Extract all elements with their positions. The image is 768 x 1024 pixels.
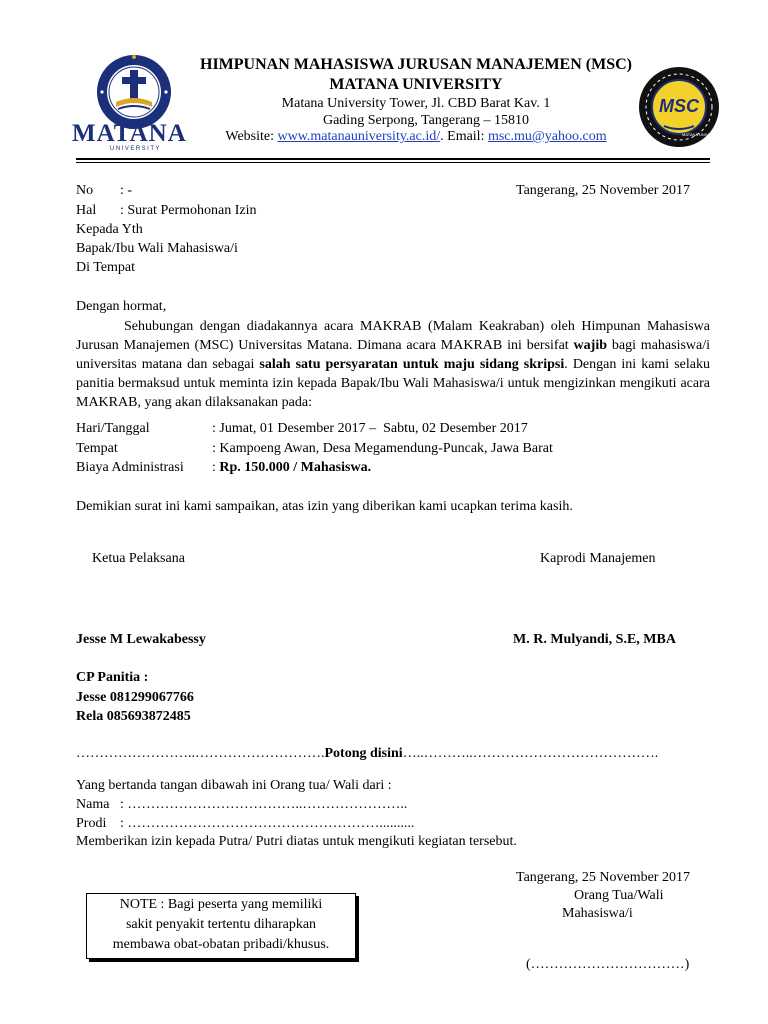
hal-label: Hal: [76, 203, 97, 218]
cut-dots-left: ……………………..……………………….: [76, 746, 325, 761]
website-label: Website:: [225, 129, 278, 144]
signature-role-right: Kaprodi Manajemen: [540, 551, 656, 566]
detail-value-date: : Jumat, 01 Desember 2017 – Sabtu, 02 Desember 2017: [212, 421, 528, 436]
cut-dots-right: …..………..………………………………….: [402, 746, 659, 761]
form-date: Tangerang, 25 November 2017: [516, 870, 690, 885]
note-line-2: sakit penyakit tertentu diharapkan: [125, 917, 317, 932]
address-line-1: Matana University Tower, Jl. CBD Barat Kav. 1: [281, 96, 551, 111]
form-prodi-label: Prodi: [76, 816, 107, 831]
detail-label-fee: Biaya Administrasi: [76, 460, 184, 475]
email-label: . Email:: [440, 129, 488, 144]
signature-name-left: Jesse M Lewakabessy: [76, 632, 206, 647]
form-sign-role-1: Orang Tua/Wali: [574, 888, 664, 903]
recipient-line-2: Bapak/Ibu Wali Mahasiswa/i: [76, 241, 238, 256]
detail-label-date: Hari/Tanggal: [76, 421, 150, 436]
logo-right-ring-text: MATANA UNIVERSITY: [682, 132, 723, 137]
main-paragraph: [76, 317, 710, 412]
signature-name-right: M. R. Mulyandi, S.E, MBA: [513, 632, 676, 647]
logo-right-text: MSC: [659, 96, 699, 116]
website-link[interactable]: www.matanauniversity.ac.id/: [277, 129, 441, 144]
logo-left-text: MATANA: [72, 120, 187, 147]
hal-value: : Surat Permohonan Izin: [120, 203, 257, 218]
paragraph-part-3: . Dengan ini kami selaku panitia bermaksud untuk meminta izin kepada Bapak/Ibu Wali Mahasiswa/i untuk mengizinkan mengikuti acara MAKRAB, yang akan dilaksanakan pada:: [76, 357, 711, 410]
paragraph-part-1: Sehubungan dengan diadakannya acara MAKRAB (Malam Keakraban) oleh Himpunan Mahasiswa Jurusan Manajemen (MSC) Universitas Matana. Dimana acara MAKRAB ini bersifat: [76, 319, 710, 353]
cut-label: Potong disini: [324, 746, 403, 761]
form-sign-line: (……………………………): [526, 957, 690, 972]
closing-sentence: Demikian surat ini kami sampaikan, atas izin yang diberikan kami ucapkan terima kasih.: [76, 499, 573, 514]
fee-prefix: :: [212, 460, 220, 475]
contact-line: [166, 129, 666, 145]
form-intro: Yang bertanda tangan dibawah ini Orang tua/ Wali dari :: [76, 778, 392, 793]
note-line-3: membawa obat-obatan pribadi/khusus.: [112, 937, 330, 952]
university-title: MATANA UNIVERSITY: [329, 76, 503, 93]
cut-line: [76, 746, 658, 762]
letter-date: Tangerang, 25 November 2017: [516, 183, 690, 198]
logo-left-subtext: UNIVERSITY: [110, 146, 162, 152]
paragraph-bold-wajib: wajib: [573, 338, 607, 353]
recipient-line-1: Kepada Yth: [76, 222, 143, 237]
contact-title: CP Panitia :: [76, 670, 149, 685]
form-prodi-field: : ………………………………………………..........: [120, 816, 415, 831]
note-box: [86, 893, 356, 959]
form-nama-label: Nama: [76, 797, 110, 812]
fee-amount: Rp. 150.000 / Mahasiswa.: [219, 460, 372, 475]
no-value: : -: [120, 183, 133, 198]
signature-role-left: Ketua Pelaksana: [92, 551, 185, 566]
email-link[interactable]: msc.mu@yahoo.com: [487, 129, 607, 144]
paragraph-part-2: bagi mahasiswa/i universitas matana dan sebagai: [76, 338, 711, 372]
contact-line-1: Jesse 081299067766: [76, 690, 194, 705]
paragraph-bold-requirement: salah satu persyaratan untuk maju sidang skripsi: [259, 357, 565, 372]
note-line-1: NOTE : Bagi peserta yang memiliki: [119, 897, 323, 912]
header-divider-thin: [76, 162, 710, 163]
detail-value-place: : Kampoeng Awan, Desa Megamendung-Puncak, Jawa Barat: [212, 441, 553, 456]
contact-line-2: Rela 085693872485: [76, 709, 191, 724]
form-sign-role-2: Mahasiswa/i: [562, 906, 633, 921]
address-line-2: Gading Serpong, Tangerang – 15810: [322, 113, 529, 128]
greeting: Dengan hormat,: [76, 299, 167, 314]
recipient-line-3: Di Tempat: [76, 260, 136, 275]
form-consent: Memberikan izin kepada Putra/ Putri diatas untuk mengikuti kegiatan tersebut.: [76, 834, 517, 849]
header-divider: [76, 158, 710, 160]
no-label: No: [76, 183, 94, 198]
detail-label-place: Tempat: [76, 441, 118, 456]
detail-value-fee: [212, 460, 371, 476]
form-nama-field: : ………………………………..…………………..: [120, 797, 408, 812]
org-title: HIMPUNAN MAHASISWA JURUSAN MANAJEMEN (MSC): [200, 56, 632, 73]
